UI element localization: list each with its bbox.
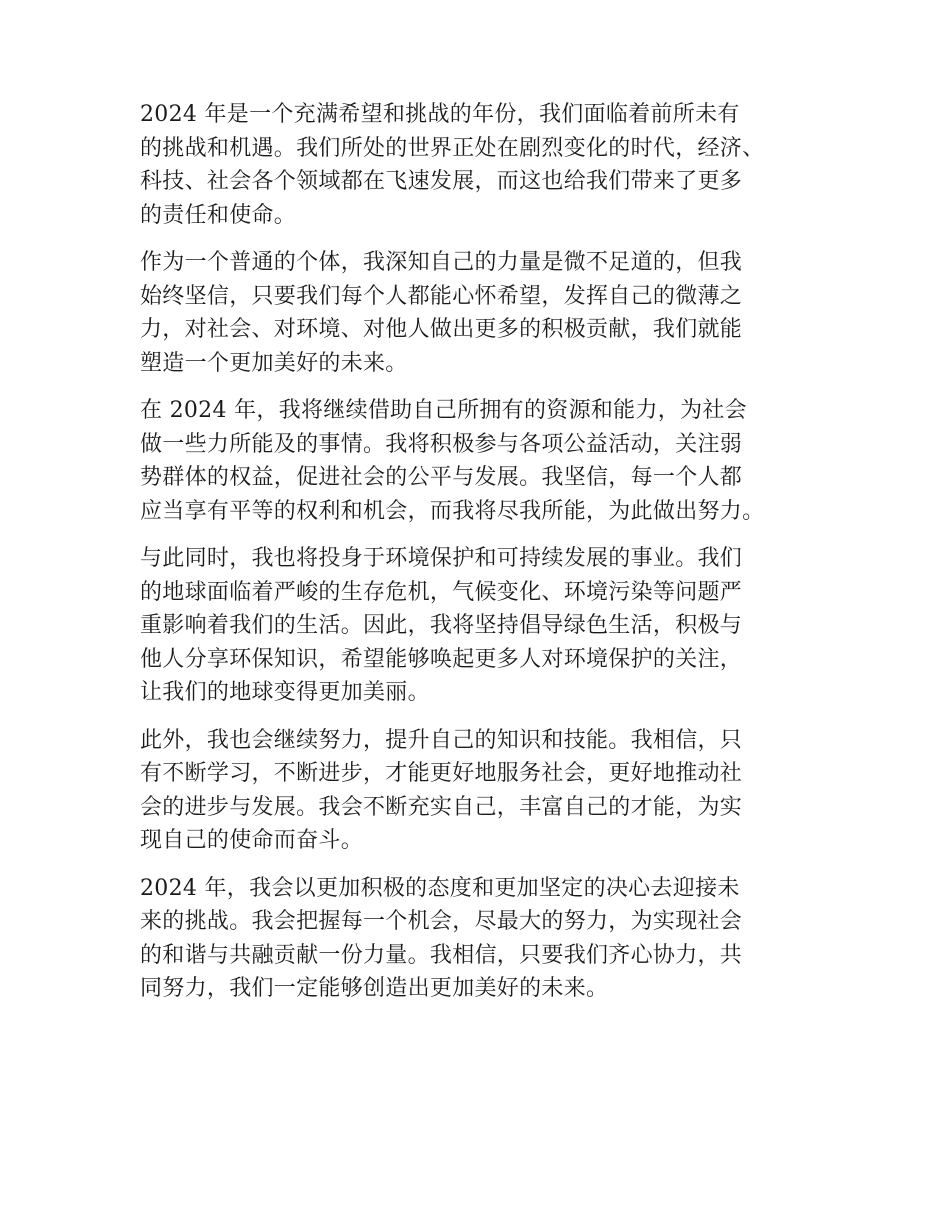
paragraph: 此外，我也会继续努力，提升自己的知识和技能。我相信，只 有不断学习，不断进步，才能更好地服务社会，更好地推动社 会的进步与发展。我会不断充实自己，丰富自己的才能，为实 现自己的使命而奋斗。 (140, 727, 743, 853)
paragraph: 2024 年，我会以更加积极的态度和更加坚定的决心去迎接未 来的挑战。我会把握每一个机会，尽最大的努力，为实现社会 的和谐与共融贡献一份力量。我相信，只要我们齐心协力，共 同努力，我们一定能够创造出更加美好的未来。 (140, 875, 743, 1001)
paragraph: 2024 年是一个充满希望和挑战的年份，我们面临着前所未有 的挑战和机遇。我们所处的世界正处在剧烈变化的时代，经济、 科技、社会各个领域都在飞速发展，而这也给我们带来了更多 的责任和使命。 (140, 102, 765, 228)
document-body (140, 98, 830, 1020)
paragraph: 在 2024 年，我将继续借助自己所拥有的资源和能力，为社会 做一些力所能及的事情。我将积极参与各项公益活动，关注弱 势群体的权益，促进社会的公平与发展。我坚信，每一个人都 应当享有平等的权利和机会，而我将尽我所能，为此做出努力。 (140, 398, 765, 524)
paragraph: 与此同时，我也将投身于环境保护和可持续发展的事业。我们 的地球面临着严峻的生存危机，气候变化、环境污染等问题严 重影响着我们的生活。因此，我将坚持倡导绿色生活，积极与 他人分享环保知识，希望能够唤起更多人对环境保护的关注， 让我们的地球变得更加美丽。 (140, 546, 743, 705)
paragraph: 作为一个普通的个体，我深知自己的力量是微不足道的，但我 始终坚信，只要我们每个人都能心怀希望，发挥自己的微薄之 力，对社会、对环境、对他人做出更多的积极贡献，我们就能 塑造一个更加美好的未来。 (140, 250, 743, 376)
